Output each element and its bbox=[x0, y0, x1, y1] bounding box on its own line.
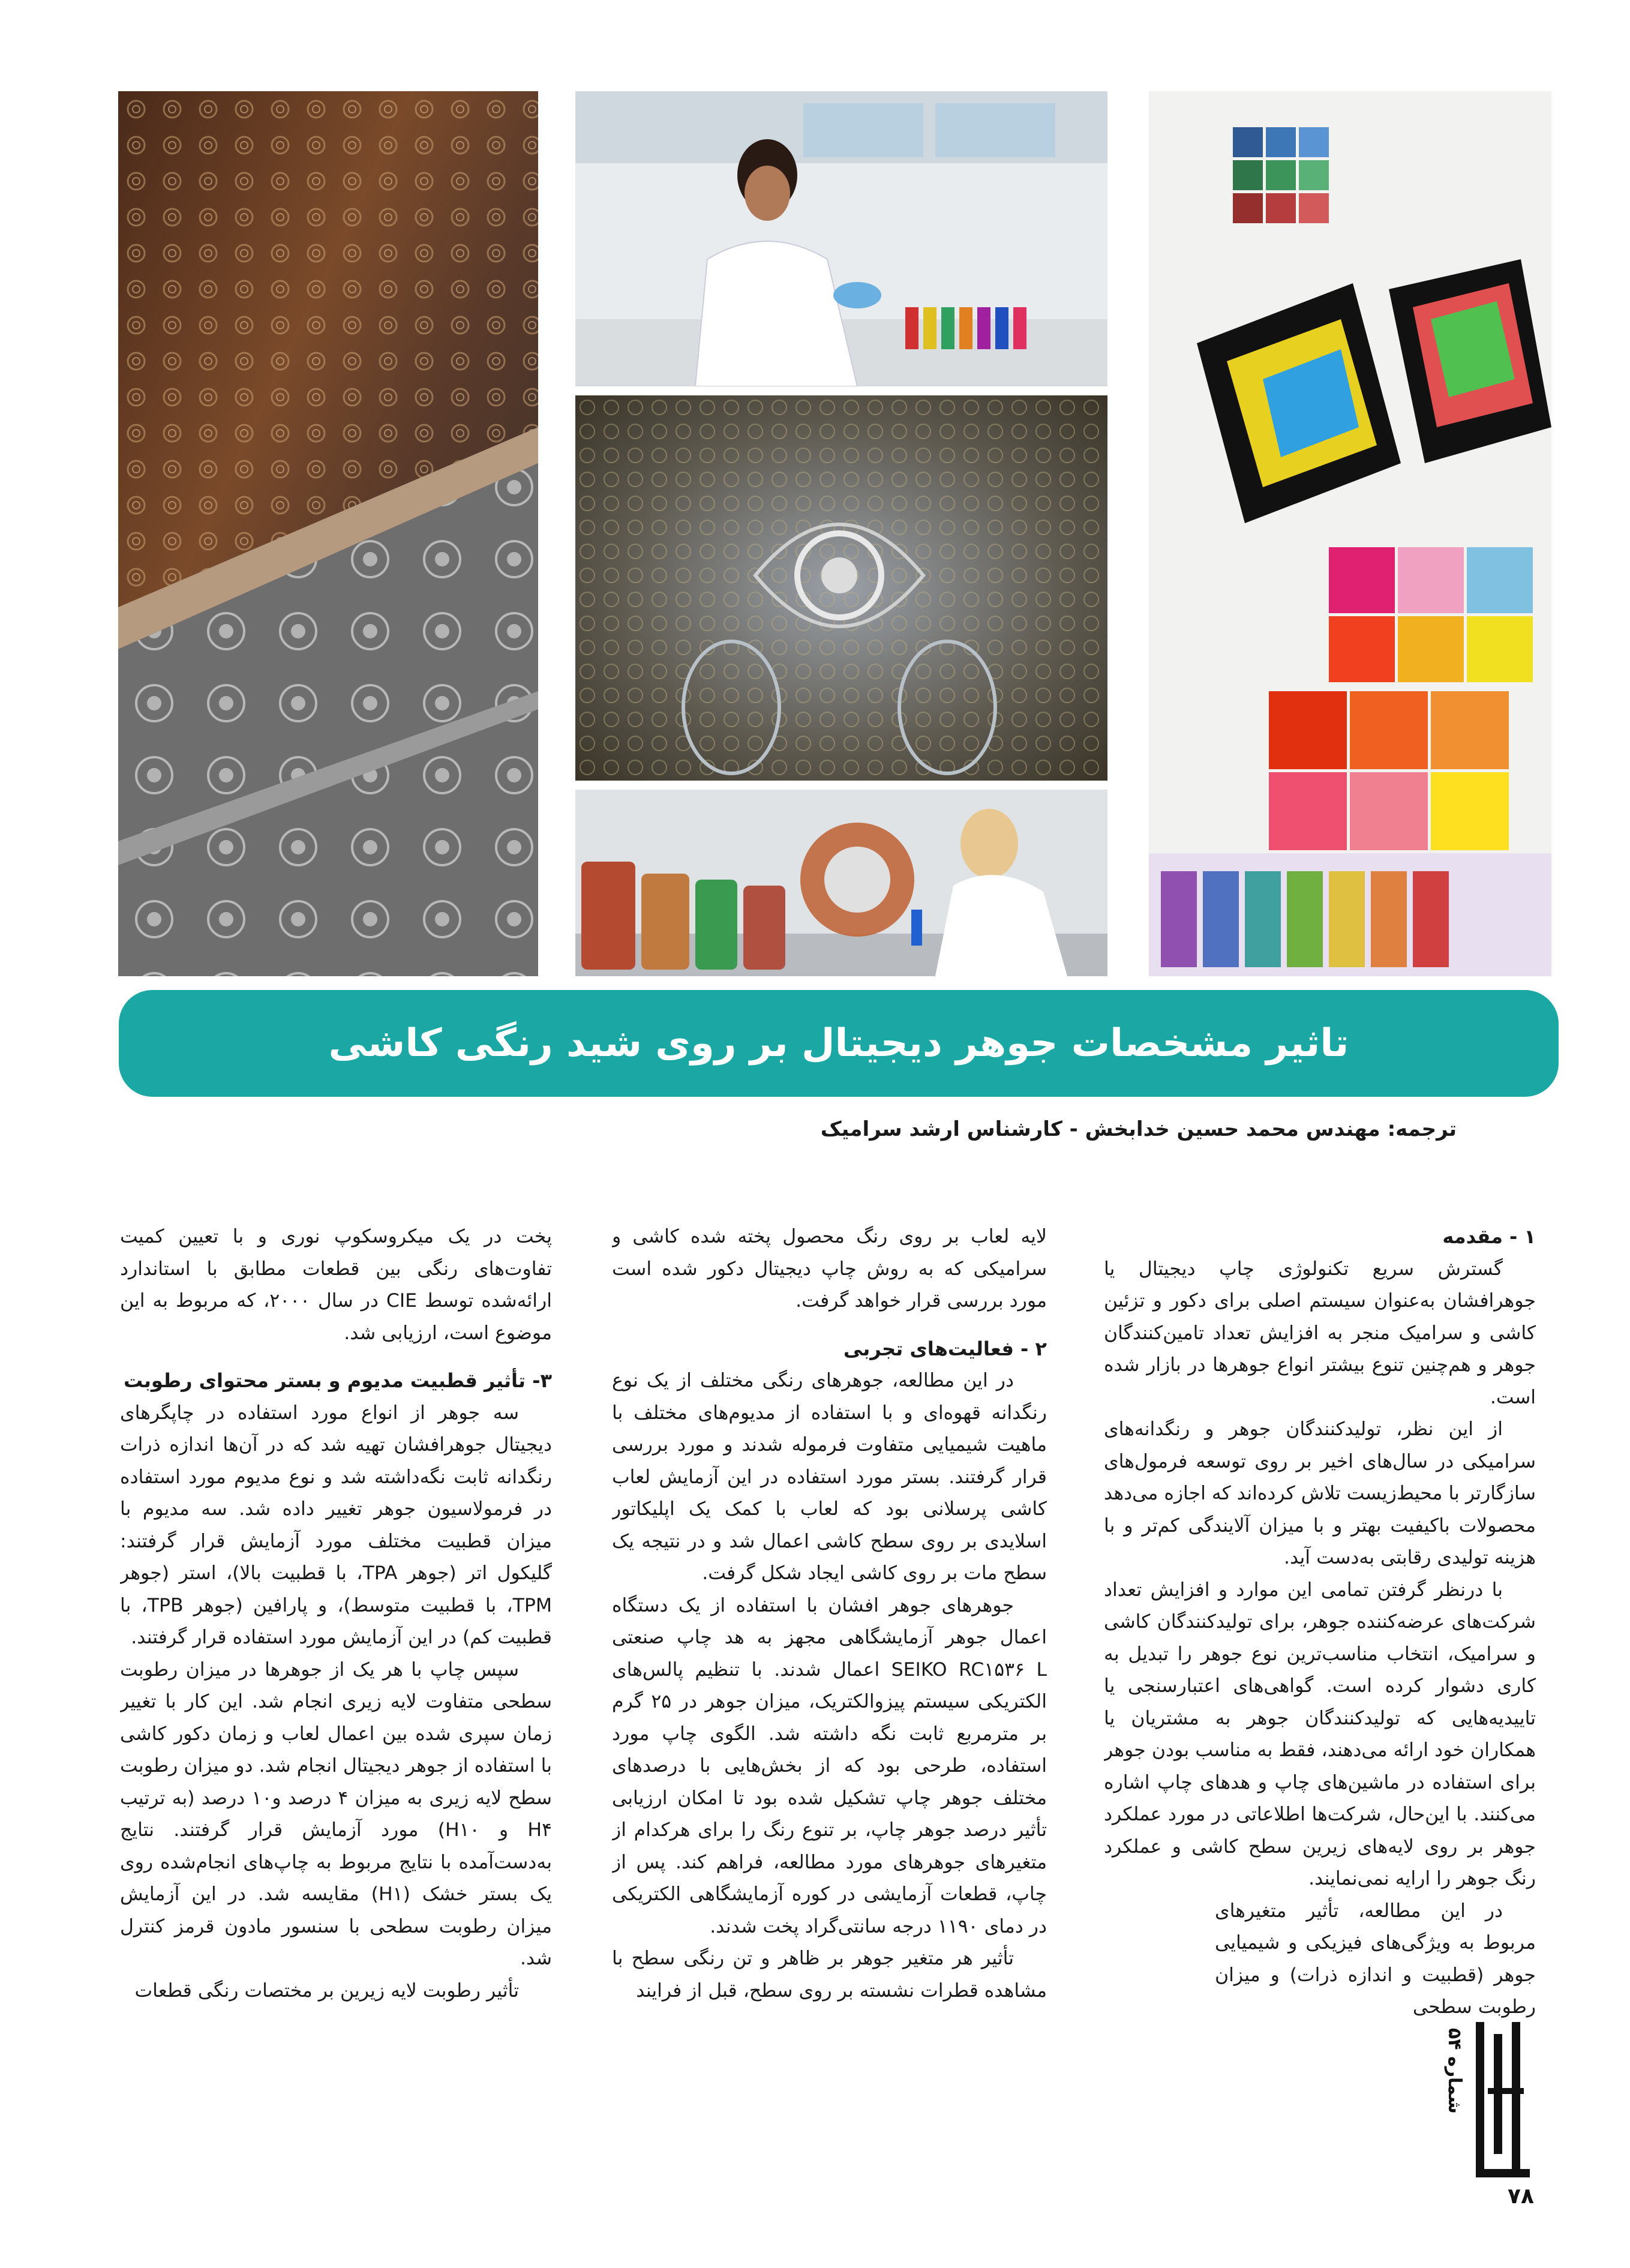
byline: ترجمه: مهندس محمد حسین خدابخش - کارشناس ارشد سرامیک bbox=[820, 1117, 1457, 1141]
paragraph: لایه لعاب بر روی رنگ محصول پخته شده کاشی و سرامیکی که به روش چاپ دیجیتال دکور شده است مورد بررسی قرار خواهد گرفت. bbox=[612, 1226, 1047, 1312]
title-banner bbox=[119, 990, 1559, 1097]
photo-tiles bbox=[118, 91, 538, 976]
paragraph: در این مطالعه، تأثیر متغیرهای مربوط به ویژگی‌های فیزیکی و شیمیایی جوهر (قطبیت و اندازه ذرات) و میزان رطوبت سطحی bbox=[1215, 1900, 1536, 2018]
paragraph: سه جوهر از انواع مورد استفاده در چاپگرهای دیجیتال جوهرافشان تهیه شد که در آن‌ها اندازه ذرات رنگدانه ثابت نگه‌داشته شد و نوع مدیوم مورد استفاده در فرمولاسیون جوهر تغییر داده شد. سه مدیوم با میزان قطبیت مختلف مورد آزمایش قرار گرفتند: گلیکول اتر (جوهر TPA، با قطبیت بالا)، استر (جوهر TPM، با قطبیت متوسط)، و پارافین (جوهر TPB، با قطبیت کم) در این آزمایش مورد استفاده قرار گرفتند. bbox=[120, 1402, 552, 1648]
photo-color-charts-art bbox=[1149, 91, 1551, 976]
paragraph: با درنظر گرفتن تمامی این موارد و افزایش تعداد شرکت‌های عرضه‌کننده جوهر، برای تولیدکنندگان کاشی و سرامیک، انتخاب مناسب‌ترین نوع جوهر را تبدیل به کاری دشوار کرده است. گواهی‌های اعتبارسنجی یا تاییدیه‌هایی که تولیدکنندگان جوهر به مشتریان یا همکاران خود ارائه می‌دهند، فقط به مناسب بودن جوهر برای استفاده در ماشین‌های چاپ و هدهای چاپ اشاره می‌کنند. با این‌حال، شرکت‌ها اطلاعاتی در مورد عملکرد جوهر بر روی لایه‌های زیرین سطح کاشی و عملکرد رنگ جوهر را ارایه نمی‌نمایند. bbox=[1104, 1579, 1536, 1889]
photo-glazed-tile-art bbox=[575, 395, 1107, 781]
page-number: ۷۸ bbox=[1508, 2184, 1534, 2209]
photo-glazed-tile bbox=[575, 395, 1107, 781]
paragraph: سپس چاپ با هر یک از جوهرها در میزان رطوبت سطحی متفاوت لایه زیری انجام شد. این کار با تغییر زمان سپری شده بین اعمال لعاب و زمان دکور کاشی با استفاده از جوهر دیجیتال انجام شد. دو میزان رطوبت سطح لایه زیری به میزان ۴ درصد و۱۰ درصد (به ترتیب H۴ و H۱۰) مورد آزمایش قرار گرفتند. نتایج به‌دست‌آمده با نتایج مربوط به چاپ‌های انجام‌شده روی یک بستر خشک (H۱) مقایسه شد. در این آزمایش میزان رطوبت سطحی با سنسور مادون قرمز کنترل شد. bbox=[120, 1658, 552, 1969]
article-title: تاثیر مشخصات جوهر دیجیتال بر روی شید رنگی کاشی bbox=[328, 1021, 1349, 1066]
issue-number: شماره ۵۴ bbox=[1444, 2028, 1465, 2114]
heading-polarity: ۳- تأثیر قطبیت مدیوم و بستر محتوای رطوبت bbox=[123, 1369, 552, 1392]
paragraph: جوهرهای جوهر افشان با استفاده از یک دستگاه اعمال جوهر آزمایشگاهی مجهز به هد چاپ صنعتی SEIKO RC۱۵۳۶ L اعمال شدند. با تنظیم پالس‌های الکتریکی سیستم پیزوالکتریک، میزان جوهر در ۲۵ گرم بر مترمربع ثابت نگه داشته شد. الگوی چاپ مورد استفاده، طرحی بود که از بخش‌هایی با درصدهای مختلف جوهر چاپ تشکیل شده بود تا امکان ارزیابی تأثیر درصد جوهر چاپ، بر تنوع رنگ را برای هرکدام از متغیرهای جوهرهای مورد مطالعه، فراهم کند. پس از چاپ، قطعات آزمایشی در کوره آزمایشگاهی الکتریکی در دمای ۱۱۹۰ درجه سانتی‌گراد پخت شدند. bbox=[612, 1594, 1047, 1937]
paragraph: تأثیر هر متغیر جوهر بر ظاهر و تن رنگی سطح با مشاهده قطرات نشسته بر روی سطح، قبل از فرایند bbox=[612, 1948, 1047, 2002]
photo-lab-inks bbox=[575, 790, 1107, 976]
heading-intro: ۱ - مقدمه bbox=[1442, 1225, 1536, 1248]
paragraph: پخت در یک میکروسکوپ نوری و با تعیین کمیت تفاوت‌های رنگی بین قطعات مطابق با استاندارد ارائه‌شده توسط CIE در سال ۲۰۰۰، که مربوط به این موضوع است، ارزیابی شد. bbox=[120, 1226, 552, 1344]
column-3 bbox=[120, 1221, 552, 2220]
paragraph: از این نظر، تولیدکنندگان جوهر و رنگدانه‌های سرامیکی در سال‌های اخیر بر روی توسعه فرمول‌های سازگارتر با محیط‌زیست تلاش کرده‌اند که اجازه می‌دهد محصولات باکیفیت بهتر و با میزان آلایندگی کم‌تر و با هزینه تولیدی رقابتی به‌دست آید. bbox=[1104, 1418, 1536, 1568]
photo-color-charts bbox=[1149, 91, 1551, 976]
photo-tiles-art bbox=[118, 91, 538, 976]
photo-lab-woman bbox=[575, 91, 1107, 386]
photo-lab-inks-art bbox=[575, 790, 1107, 976]
paragraph: گسترش سریع تکنولوژی چاپ دیجیتال یا جوهرافشان به‌عنوان سیستم اصلی برای دکور و تزئین کاشی و سرامیک منجر به افزایش تعداد تامین‌کنندگان جوهر و هم‌چنین تنوع بیشتر انواع جوهرها در بازار شده است. bbox=[1104, 1258, 1536, 1408]
column-2 bbox=[612, 1221, 1047, 2220]
heading-experimental: ۲ - فعالیت‌های تجربی bbox=[843, 1337, 1047, 1360]
photo-lab-woman-art bbox=[575, 91, 1107, 386]
paragraph: در این مطالعه، جوهرهای رنگی مختلف از یک نوع رنگدانه قهوه‌ای و با استفاده از مدیوم‌های مختلف با ماهیت شیمیایی متفاوت فرموله شدند و مورد بررسی قرار گرفتند. بستر مورد استفاده در این آزمایش لعاب کاشی پرسلانی بود که لعاب با کمک یک اپلیکاتور اسلایدی بر روی سطح کاشی اعمال شد و در نتیجه یک سطح مات بر روی کاشی ایجاد شکل گرفت. bbox=[612, 1370, 1047, 1584]
paragraph: تأثیر رطوبت لایه زیرین بر مختصات رنگی قطعات bbox=[134, 1979, 519, 2002]
